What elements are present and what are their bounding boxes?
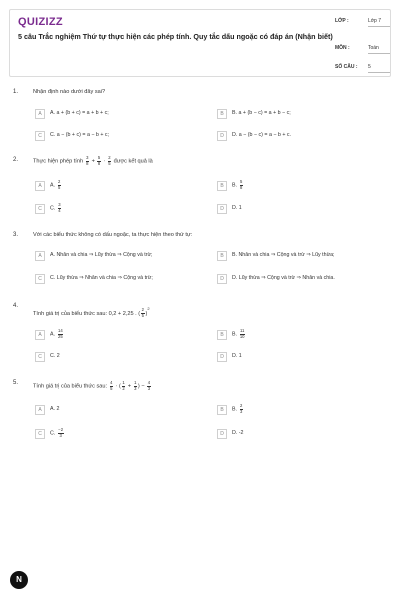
option-text: A. $\frac{14}{25}$ [50, 328, 63, 339]
option-letter-box[interactable]: D [217, 274, 227, 284]
option-letter-box[interactable]: A [35, 251, 45, 261]
quizizz-logo: QUIZIZZ [18, 16, 63, 28]
n-badge-icon[interactable]: N [10, 571, 28, 589]
option-letter-box[interactable]: D [217, 352, 227, 362]
option-text: B. $\frac{2}{3}$ [232, 403, 243, 414]
option-letter-box[interactable]: A [35, 109, 45, 119]
option-letter-box[interactable]: A [35, 330, 45, 340]
option-letter-box[interactable]: D [217, 204, 227, 214]
fraction: $\frac{4}{3}$ [147, 380, 151, 391]
fraction: $\frac{11}{10}$ [239, 328, 245, 339]
fraction: $\frac{2}{5}$ [108, 155, 111, 166]
fraction: $\frac{2}{3}$ [240, 403, 243, 414]
question-text: Tính giá trị của biểu thức sau: $\frac{4}{5}$ · ( $\frac{1}{2}$ + $\frac{1}{3}$ ) − $\frac{4}{3}$ [33, 380, 151, 391]
option-text: C. Lũy thừa ⇒ Nhân và chia ⇒ Cộng và trừ; [50, 275, 153, 281]
option-text: A. 2 [50, 406, 60, 412]
fraction: $\frac{1}{3}$ [134, 380, 137, 391]
question-text: Nhận định nào dưới đây sai? [33, 89, 106, 95]
option-text: C. $\frac{-2}{3}$ [50, 427, 64, 438]
option-text: D. Lũy thừa ⇒ Cộng và trừ ⇒ Nhân và chia. [232, 275, 335, 281]
option-text: D. -2 [232, 430, 244, 436]
question-text: Tính giá trị của biểu thức sau: 0,2 + 2,25 . ( $\frac{2}{5}$ )$^2$ [33, 306, 150, 319]
option-text: B. Nhân và chia ⇒ Cộng và trừ ⇒ Lũy thừa; [232, 252, 335, 258]
meta-class-key: LỚP : [335, 18, 349, 24]
question-text: Thực hiện phép tính $\frac{3}{8}$ + $\frac{5}{8}$ · $\frac{2}{5}$ được kết quả là [33, 155, 153, 166]
question-number: 2. [13, 157, 19, 163]
option-text: A. Nhân và chia ⇒ Lũy thừa ⇒ Cộng và trừ; [50, 252, 153, 258]
fraction: $\frac{14}{25}$ [58, 328, 63, 339]
worksheet-meta [335, 14, 390, 70]
fraction: $\frac{2}{5}$ [58, 179, 61, 190]
fraction: $\frac{2}{5}$ [141, 307, 144, 319]
question-text-suffix: được kết quả là [113, 158, 153, 165]
question-number: 5. [13, 380, 19, 386]
option-letter-box[interactable]: B [217, 405, 227, 415]
fraction: $\frac{4}{5}$ [110, 380, 113, 391]
option-letter-box[interactable]: C [35, 204, 45, 214]
fraction: $\frac{5}{8}$ [97, 155, 101, 166]
option-letter-box[interactable]: C [35, 131, 45, 141]
fraction: $\frac{5}{8}$ [240, 179, 243, 190]
option-letter-box[interactable]: A [35, 181, 45, 191]
option-text: C. $\frac{3}{4}$ [50, 202, 61, 213]
option-text: D. 1 [232, 353, 242, 359]
option-letter-box[interactable]: D [217, 429, 227, 439]
option-letter-box[interactable]: B [217, 330, 227, 340]
option-letter-box[interactable]: B [217, 109, 227, 119]
fraction: $\frac{1}{2}$ [122, 380, 125, 391]
option-text: A. $\frac{2}{5}$ [50, 179, 61, 190]
option-letter-box[interactable]: C [35, 352, 45, 362]
option-text: B. $\frac{11}{10}$ [232, 328, 245, 339]
option-text: C. 2 [50, 353, 60, 359]
option-letter-box[interactable]: A [35, 405, 45, 415]
option-text: B. a + (b − c) = a + b − c; [232, 110, 291, 116]
meta-subject-value: Toán [368, 45, 390, 54]
option-text: D. 1 [232, 205, 242, 211]
question-number: 4. [13, 303, 19, 309]
worksheet-title: 5 câu Trắc nghiệm Thứ tự thực hiện các phép tính. Quy tắc dấu ngoặc có đáp án (Nhận biết) [18, 32, 333, 41]
option-letter-box[interactable]: B [217, 251, 227, 261]
option-letter-box[interactable]: C [35, 274, 45, 284]
meta-subject-key: MÔN : [335, 45, 350, 51]
option-text: B. $\frac{5}{8}$ [232, 179, 243, 190]
meta-count-value: 5 [368, 64, 390, 73]
meta-class [335, 14, 390, 36]
meta-subject [335, 36, 390, 54]
meta-count-key: SỐ CÂU : [335, 64, 358, 70]
meta-class-value: Lớp 7 [368, 18, 390, 27]
question-text-prefix: Tính giá trị của biểu thức sau: [33, 383, 108, 390]
option-text: C. a − (b + c) = a − b + c; [50, 132, 110, 138]
exponent: 2 [147, 306, 150, 311]
question-text-prefix: Tính giá trị của biểu thức sau: 0,2 + 2,25 . [33, 311, 137, 317]
question-text: Với các biểu thức không có dấu ngoặc, ta thực hiện theo thứ tự: [33, 232, 193, 238]
worksheet-header [9, 9, 391, 77]
option-text: D. a − (b − c) = a − b + c. [232, 132, 292, 138]
option-text: A. a + (b + c) = a + b + c; [50, 110, 109, 116]
fraction: $\frac{3}{4}$ [58, 202, 61, 213]
question-number: 3. [13, 232, 19, 238]
fraction: $\frac{-2}{3}$ [58, 427, 64, 438]
option-letter-box[interactable]: B [217, 181, 227, 191]
option-letter-box[interactable]: D [217, 131, 227, 141]
question-number: 1. [13, 89, 19, 95]
meta-count [335, 54, 390, 70]
option-letter-box[interactable]: C [35, 429, 45, 439]
fraction: $\frac{3}{8}$ [86, 155, 89, 166]
question-text-prefix: Thực hiện phép tính [33, 158, 84, 165]
